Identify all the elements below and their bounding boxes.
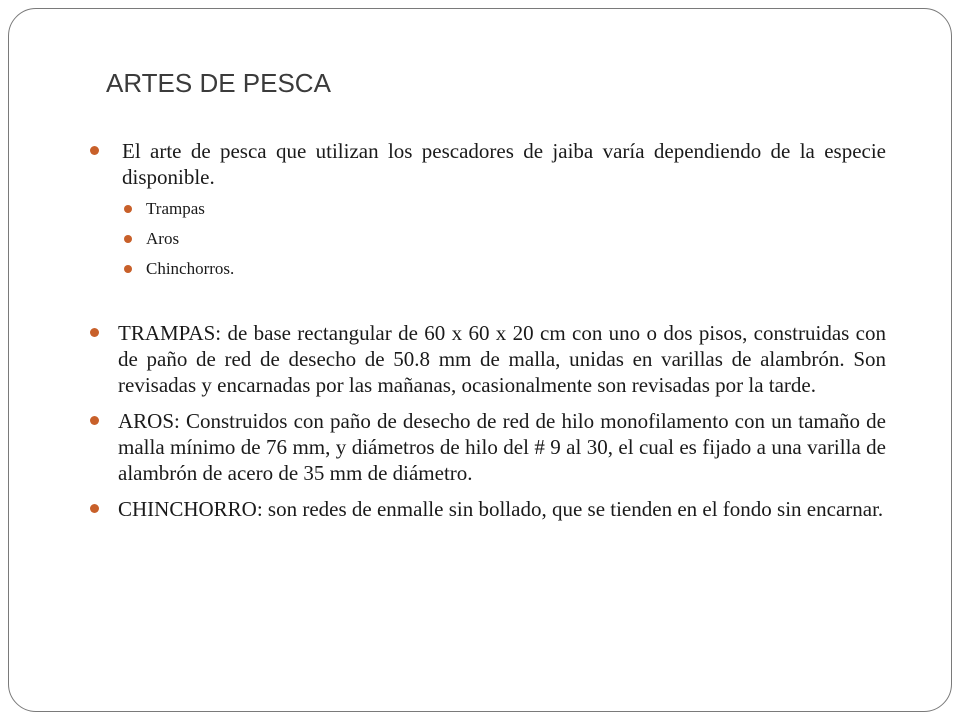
sub-bullet-dot-icon xyxy=(124,265,132,273)
sub-item-aros xyxy=(90,228,886,250)
bullet-aros xyxy=(90,408,886,486)
bullet-trampas xyxy=(90,320,886,398)
sub-item-label: Aros xyxy=(146,229,180,248)
sub-item-trampas xyxy=(90,198,886,220)
bullet-dot-icon xyxy=(90,504,99,513)
sub-bullet-dot-icon xyxy=(124,235,132,243)
bullet-text: AROS: Construidos con paño de desecho de red de hilo monofilamento con un tamaño de malla mínimo de 76 mm, y diámetros de hilo del # 9 al 30, el cual es fijado a una varilla de alambrón de acero de 35 mm de diámetro. xyxy=(118,409,886,485)
sub-bullet-dot-icon xyxy=(124,205,132,213)
sub-item-label: Chinchorros. xyxy=(146,259,235,278)
slide-title: ARTES DE PESCA xyxy=(106,68,331,98)
sub-item-chinchorros xyxy=(90,258,886,280)
bullet-text: TRAMPAS: de base rectangular de 60 x 60 x 20 cm con uno o dos pisos, construidas con de paño de red de desecho de 50.8 mm de malla, unidas en varillas de alambrón. Son revisadas y encarnadas por las mañanas, ocasionalmente son revisadas por la tarde. xyxy=(118,321,886,397)
bullet-intro xyxy=(90,138,886,190)
bullet-dot-icon xyxy=(90,146,99,155)
bullet-text: CHINCHORRO: son redes de enmalle sin bollado, que se tienden en el fondo sin encarnar. xyxy=(118,497,884,521)
sub-item-label: Trampas xyxy=(146,199,205,218)
bullet-dot-icon xyxy=(90,328,99,337)
bullet-dot-icon xyxy=(90,416,99,425)
bullet-chinchorro xyxy=(90,496,886,522)
slide-content xyxy=(90,138,886,522)
bullet-text: El arte de pesca que utilizan los pescadores de jaiba varía dependiendo de la especie disponible. xyxy=(122,139,886,189)
